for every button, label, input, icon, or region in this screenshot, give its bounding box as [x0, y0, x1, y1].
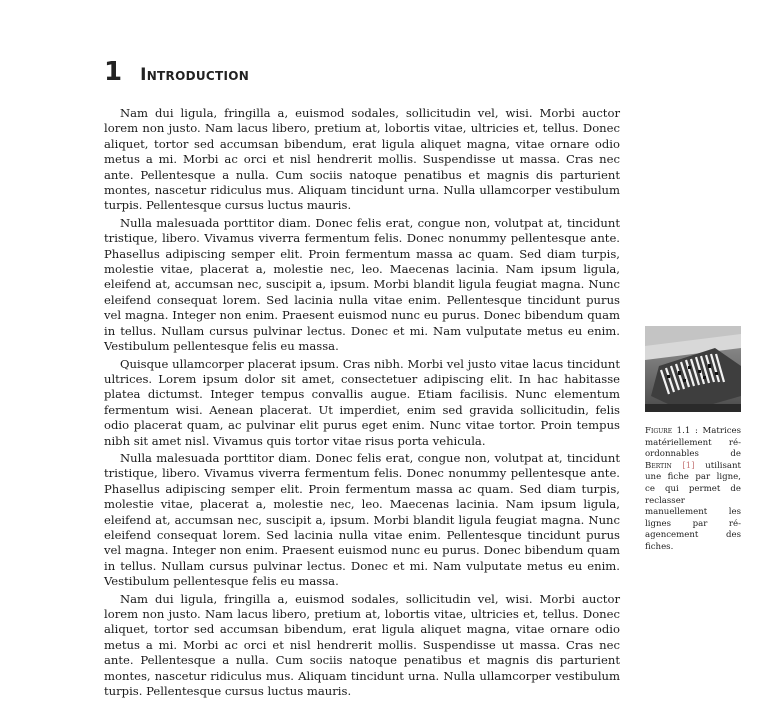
- paragraph: Quisque ullamcorper placerat ipsum. Cras nibh. Morbi vel justo vitae lacus tincidunt ultrices. Lorem ipsum dolor sit amet, consectetuer adipiscing elit. In hac habitasse platea dictumst. Integer tempus convallis augue. Etiam facilisis. Nunc elementum fermentum wisi. Aenean placerat. Ut imperdiet, enim sed gravida sollicitudin, felis odio placerat quam, ac pulvinar elit purus eget enim. Nunc vitae tortor. Proin tempus nibh sit amet nisl. Vivamus quis tortor vitae risus porta vehicula.: [104, 356, 620, 448]
- caption-author: Bertin: [645, 460, 672, 471]
- caption-text: utilisant une fiche par ligne, ce qui permet de reclasser manuellement les lignes par ré-agencement des fiches.: [645, 460, 741, 552]
- paragraph: Nulla malesuada porttitor diam. Donec felis erat, congue non, volutpat at, tincidunt tristique, libero. Vivamus viverra fermentum felis. Donec nonummy pellentesque ante. Phasellus adipiscing semper elit. Proin fermentum massa ac quam. Sed diam turpis, molestie vitae, placerat a, molestie nec, leo. Maecenas lacinia. Nam ipsum ligula, eleifend at, accumsan nec, suscipit a, ipsum. Morbi blandit ligula feugiat magna. Nunc eleifend consequat lorem. Sed lacinia nulla vitae enim. Pellentesque tincidunt purus vel magna. Integer non enim. Praesent euismod nunc eu purus. Donec bibendum quam in tellus. Nullam cursus pulvinar lectus. Donec et mi. Nam vulputate metus eu enim. Vestibulum pellentesque felis eu massa.: [104, 450, 620, 589]
- caption-label: Figure 1.1 :: [645, 426, 698, 436]
- photo-matrix-cards-icon: [645, 326, 741, 412]
- body-text: [104, 106, 620, 701]
- citation-link[interactable]: [1]: [682, 460, 695, 471]
- figure-caption: [645, 426, 741, 554]
- chapter-title: Introduction: [140, 65, 250, 85]
- caption-text: Matrices matériellement ré-ordonnables de: [645, 426, 742, 460]
- chapter-number: 1: [104, 57, 123, 87]
- paragraph: Nam dui ligula, fringilla a, euismod sodales, sollicitudin vel, wisi. Morbi auctor lorem non justo. Nam lacus libero, pretium at, lobortis vitae, ultricies et, tellus. Donec aliquet, tortor sed accumsan bibendum, erat ligula aliquet magna, vitae ornare odio metus a mi. Morbi ac orci et nisl hendrerit mollis. Suspendisse ut massa. Cras nec ante. Pellentesque a nulla. Cum sociis natoque penatibus et magnis dis parturient montes, nascetur ridiculus mus. Aliquam tincidunt urna. Nulla ullamcorper vestibulum turpis. Pellentesque cursus luctus mauris.: [104, 591, 620, 699]
- margin-figure: [645, 326, 741, 554]
- paragraph: Nam dui ligula, fringilla a, euismod sodales, sollicitudin vel, wisi. Morbi auctor lorem non justo. Nam lacus libero, pretium at, lobortis vitae, ultricies et, tellus. Donec aliquet, tortor sed accumsan bibendum, erat ligula aliquet magna, vitae ornare odio metus a mi. Morbi ac orci et nisl hendrerit mollis. Suspendisse ut massa. Cras nec ante. Pellentesque a nulla. Cum sociis natoque penatibus et magnis dis parturient montes, nascetur ridiculus mus. Aliquam tincidunt urna. Nulla ullamcorper vestibulum turpis. Pellentesque cursus luctus mauris.: [104, 106, 620, 213]
- paragraph: Nulla malesuada porttitor diam. Donec felis erat, congue non, volutpat at, tincidunt tristique, libero. Vivamus viverra fermentum felis. Donec nonummy pellentesque ante. Phasellus adipiscing semper elit. Proin fermentum massa ac quam. Sed diam turpis, molestie vitae, placerat a, molestie nec, leo. Maecenas lacinia. Nam ipsum ligula, eleifend at, accumsan nec, suscipit a, ipsum. Morbi blandit ligula feugiat magna. Nunc eleifend consequat lorem. Sed lacinia nulla vitae enim. Pellentesque tincidunt purus vel magna. Integer non enim. Praesent euismod nunc eu purus. Donec bibendum quam in tellus. Nullam cursus pulvinar lectus. Donec et mi. Nam vulputate metus eu enim. Vestibulum pellentesque felis eu massa.: [104, 215, 620, 354]
- chapter-heading: [104, 50, 249, 88]
